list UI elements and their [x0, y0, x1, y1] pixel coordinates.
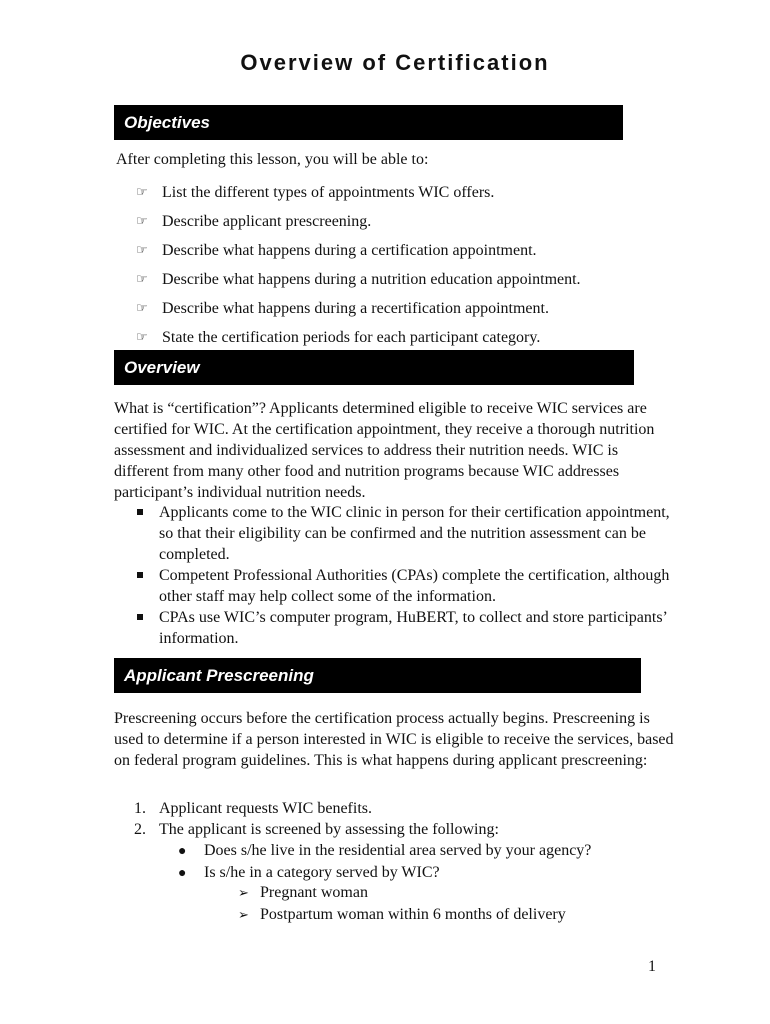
list-item: Competent Professional Authorities (CPAs) complete the certification, although other staff may help collect some of the information.	[134, 565, 674, 607]
pointing-hand-icon: ☞	[136, 301, 148, 316]
list-item: ☞ Describe what happens during a nutrition education appointment.	[136, 270, 581, 288]
section-header-overview: Overview	[114, 350, 634, 385]
screening-questions	[178, 840, 591, 884]
list-item: ☞ Describe applicant prescreening.	[136, 212, 372, 230]
page-number: 1	[648, 958, 656, 975]
objectives-intro: After completing this lesson, you will be able to:	[116, 151, 429, 168]
pointing-hand-icon: ☞	[136, 243, 148, 258]
page-title: Overview of Certification	[240, 50, 550, 75]
list-item: ➢ Pregnant woman	[238, 882, 566, 904]
list-item: ☞ Describe what happens during a recertification appointment.	[136, 299, 549, 317]
overview-paragraph: What is “certification”? Applicants determined eligible to receive WIC services are certified for WIC. At the certification appointment, they receive a thorough nutrition assessment and individualized services to address their nutrition needs. WIC is different from many other food and nutrition programs because WIC addresses participant’s individual nutrition needs.	[114, 400, 655, 501]
list-item: ● Is s/he in a category served by WIC?	[178, 862, 591, 884]
arrow-bullet-icon: ➢	[238, 908, 249, 923]
category-list	[238, 882, 566, 926]
pointing-hand-icon: ☞	[136, 185, 148, 200]
section-header-prescreening: Applicant Prescreening	[114, 658, 641, 693]
arrow-bullet-icon: ➢	[238, 886, 249, 901]
list-item: ☞ State the certification periods for each participant category.	[136, 328, 541, 346]
pointing-hand-icon: ☞	[136, 330, 148, 345]
overview-bullets	[134, 502, 674, 649]
list-item: CPAs use WIC’s computer program, HuBERT, to collect and store participants’ information.	[134, 607, 674, 649]
square-bullet-icon	[137, 572, 143, 578]
list-item: ☞ Describe what happens during a certification appointment.	[136, 241, 537, 259]
square-bullet-icon	[137, 509, 143, 515]
pointing-hand-icon: ☞	[136, 214, 148, 229]
list-item: 1. Applicant requests WIC benefits.	[134, 800, 372, 817]
pointing-hand-icon: ☞	[136, 272, 148, 287]
prescreening-steps	[134, 798, 499, 840]
list-item: ☞ List the different types of appointments WIC offers.	[136, 183, 495, 201]
list-item: Applicants come to the WIC clinic in person for their certification appointment, so that their eligibility can be confirmed and the nutrition assessment can be completed.	[134, 502, 674, 565]
list-item: ● Does s/he live in the residential area served by your agency?	[178, 840, 591, 862]
list-item: 2. The applicant is screened by assessing the following:	[134, 821, 499, 838]
round-bullet-icon: ●	[178, 844, 187, 859]
square-bullet-icon	[137, 614, 143, 620]
prescreening-paragraph: Prescreening occurs before the certification process actually begins. Prescreening is used to determine if a person interested in WIC is eligible to receive the services, based on federal program guidelines. This is what happens during applicant prescreening:	[114, 710, 674, 769]
list-item: ➢ Postpartum woman within 6 months of delivery	[238, 904, 566, 926]
section-header-objectives: Objectives	[114, 105, 623, 140]
round-bullet-icon: ●	[178, 866, 187, 881]
objectives-list	[136, 178, 581, 352]
